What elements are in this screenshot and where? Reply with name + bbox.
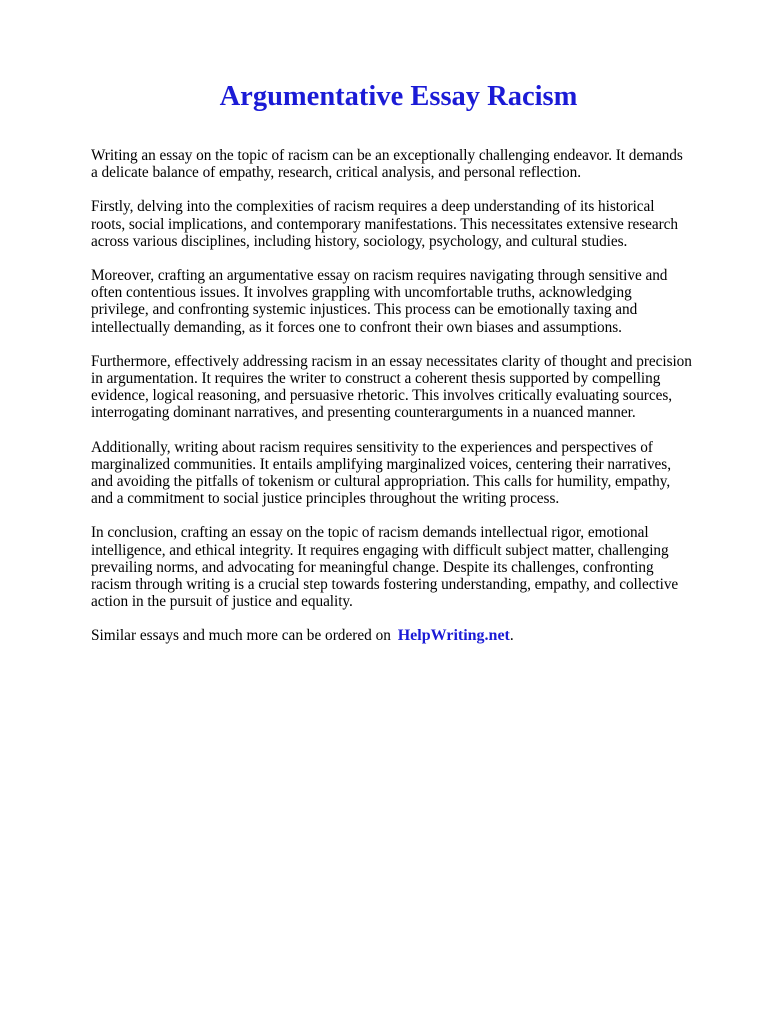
- paragraph-firstly: Firstly, delving into the complexities of racism requires a deep understanding of its historical roots, social implications, and contemporary manifestations. This necessitates extensive research across various disciplines, including history, sociology, psychology, and cultural studies.: [91, 198, 679, 250]
- helpwriting-link[interactable]: HelpWriting.net: [397, 627, 510, 645]
- paragraph-intro: Writing an essay on the topic of racism can be an exceptionally challenging endeavor. It demands a delicate balance of empathy, research, critical analysis, and personal reflection.: [91, 147, 683, 182]
- document-title: Argumentative Essay Racism: [219, 81, 578, 112]
- paragraph-conclusion: In conclusion, crafting an essay on the topic of racism demands intellectual rigor, emotional intelligence, and ethical integrity. It requires engaging with difficult subject matter, challenging prevailing norms, and advocating for meaningful change. Despite its challenges, confronting racism through writing is a crucial step towards fostering understanding, empathy, and collective action in the pursuit of justice and equality.: [91, 524, 679, 611]
- paragraph-furthermore: Furthermore, effectively addressing racism in an essay necessitates clarity of thought and precision in argumentation. It requires the writer to construct a coherent thesis supported by compelling evidence, logical reasoning, and persuasive rhetoric. This involves critically evaluating sources, interrogating dominant narratives, and presenting counterarguments in a nuanced manner.: [91, 352, 692, 422]
- footer-text: Similar essays and much more can be ordered on: [91, 627, 391, 645]
- paragraph-additionally: Additionally, writing about racism requires sensitivity to the experiences and perspectives of marginalized communities. It entails amplifying marginalized voices, centering their narratives, and avoiding the pitfalls of tokenism or cultural appropriation. This calls for humility, empathy, and a commitment to social justice principles throughout the writing process.: [91, 438, 671, 508]
- footer-period: .: [509, 627, 514, 645]
- footer-line: [91, 627, 692, 644]
- paragraph-moreover: Moreover, crafting an argumentative essay on racism requires navigating through sensitive and often contentious issues. It involves grappling with uncomfortable truths, acknowledging privilege, and confronting systemic injustices. This process can be emotionally taxing and intellectually demanding, as it forces one to confront their own biases and assumptions.: [91, 267, 668, 336]
